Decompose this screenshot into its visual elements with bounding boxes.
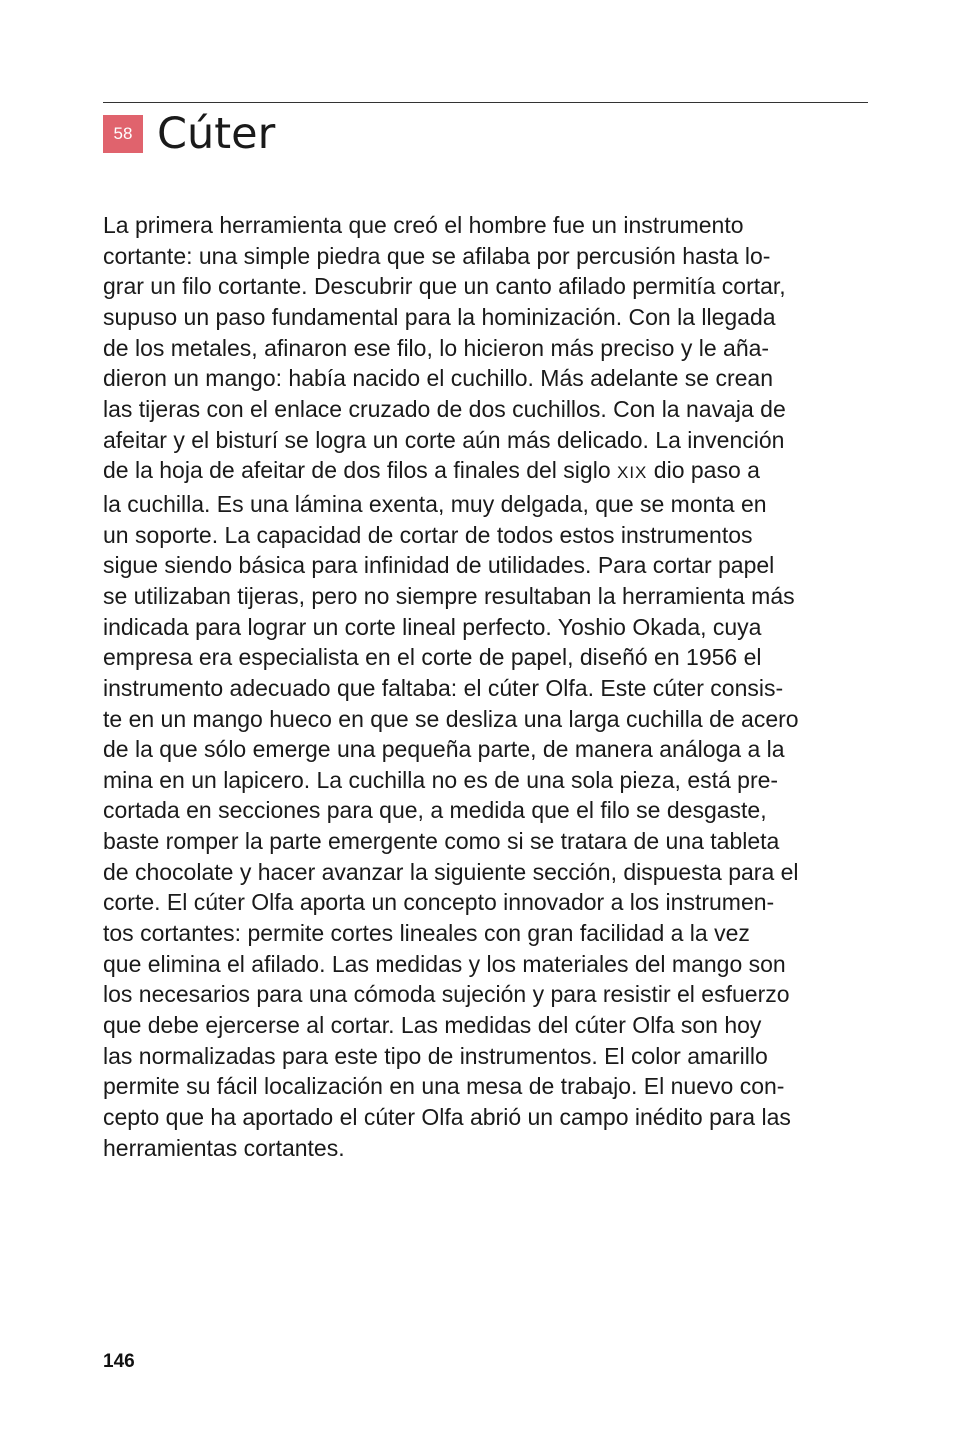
body-line: que debe ejercerse al cortar. Las medidas del cúter Olfa son hoy — [103, 1012, 762, 1039]
header-rule — [103, 102, 868, 103]
body-line: las tijeras con el enlace cruzado de dos cuchillos. Con la navaja de — [103, 395, 786, 422]
body-line: afeitar y el bisturí se logra un corte aún más delicado. La invención — [103, 426, 785, 453]
page-number: 146 — [103, 1351, 135, 1372]
body-line: herramientas cortantes. — [103, 1134, 345, 1161]
body-line: cepto que ha aportado el cúter Olfa abrió un campo inédito para las — [103, 1104, 791, 1131]
body-line: las normalizadas para este tipo de instrumentos. El color amarillo — [103, 1042, 768, 1069]
body-line: dieron un mango: había nacido el cuchillo. Más adelante se crean — [103, 365, 773, 392]
body-line: de la que sólo emerge una pequeña parte, de manera análoga a la — [103, 736, 785, 763]
body-line: la cuchilla. Es una lámina exenta, muy delgada, que se monta en — [103, 490, 767, 517]
body-line: cortada en secciones para que, a medida que el filo se desgaste, — [103, 797, 767, 824]
body-line: de chocolate y hacer avanzar la siguiente sección, dispuesta para el — [103, 858, 799, 885]
body-line: se utilizaban tijeras, pero no siempre resultaban la herramienta más — [103, 582, 795, 609]
body-line: que elimina el afilado. Las medidas y los materiales del mango son — [103, 950, 786, 977]
chapter-title: Cúter — [157, 109, 276, 159]
body-line: un soporte. La capacidad de cortar de todos estos instrumentos — [103, 521, 753, 548]
body-line: empresa era especialista en el corte de papel, diseñó en 1956 el — [103, 644, 762, 671]
body-line: cortante: una simple piedra que se afilaba por percusión hasta lo- — [103, 242, 771, 269]
body-line: de los metales, afinaron ese filo, lo hicieron más preciso y le aña- — [103, 334, 770, 361]
body-line: te en un mango hueco en que se desliza una larga cuchilla de acero — [103, 705, 799, 732]
body-line: La primera herramienta que creó el hombre fue un instrumento — [103, 212, 744, 238]
century-small-caps: XIX — [617, 463, 648, 483]
body-line: supuso un paso fundamental para la hominización. Con la llegada — [103, 303, 776, 330]
body-text — [103, 210, 883, 1163]
body-line: sigue siendo básica para infinidad de utilidades. Para cortar papel — [103, 552, 775, 579]
body-line — [103, 455, 883, 489]
body-line: tos cortantes: permite cortes lineales con gran facilidad a la vez — [103, 920, 750, 947]
body-line: instrumento adecuado que faltaba: el cúter Olfa. Este cúter consis- — [103, 674, 784, 701]
body-line: permite su fácil localización en una mesa de trabajo. El nuevo con- — [103, 1073, 785, 1100]
body-line: mina en un lapicero. La cuchilla no es de una sola pieza, está pre- — [103, 766, 779, 793]
body-line: indicada para lograr un corte lineal perfecto. Yoshio Okada, cuya — [103, 613, 762, 640]
chapter-number-badge: 58 — [103, 115, 143, 153]
body-line: grar un filo cortante. Descubrir que un canto afilado permitía cortar, — [103, 273, 786, 300]
body-line-text: de la hoja de afeitar de dos filos a finales del siglo — [103, 457, 617, 484]
body-line: baste romper la parte emergente como si se tratara de una tableta — [103, 828, 780, 855]
body-line-text: dio paso a — [647, 457, 760, 484]
body-line: los necesarios para una cómoda sujeción y para resistir el esfuerzo — [103, 981, 790, 1008]
body-line: corte. El cúter Olfa aporta un concepto innovador a los instrumen- — [103, 889, 775, 916]
